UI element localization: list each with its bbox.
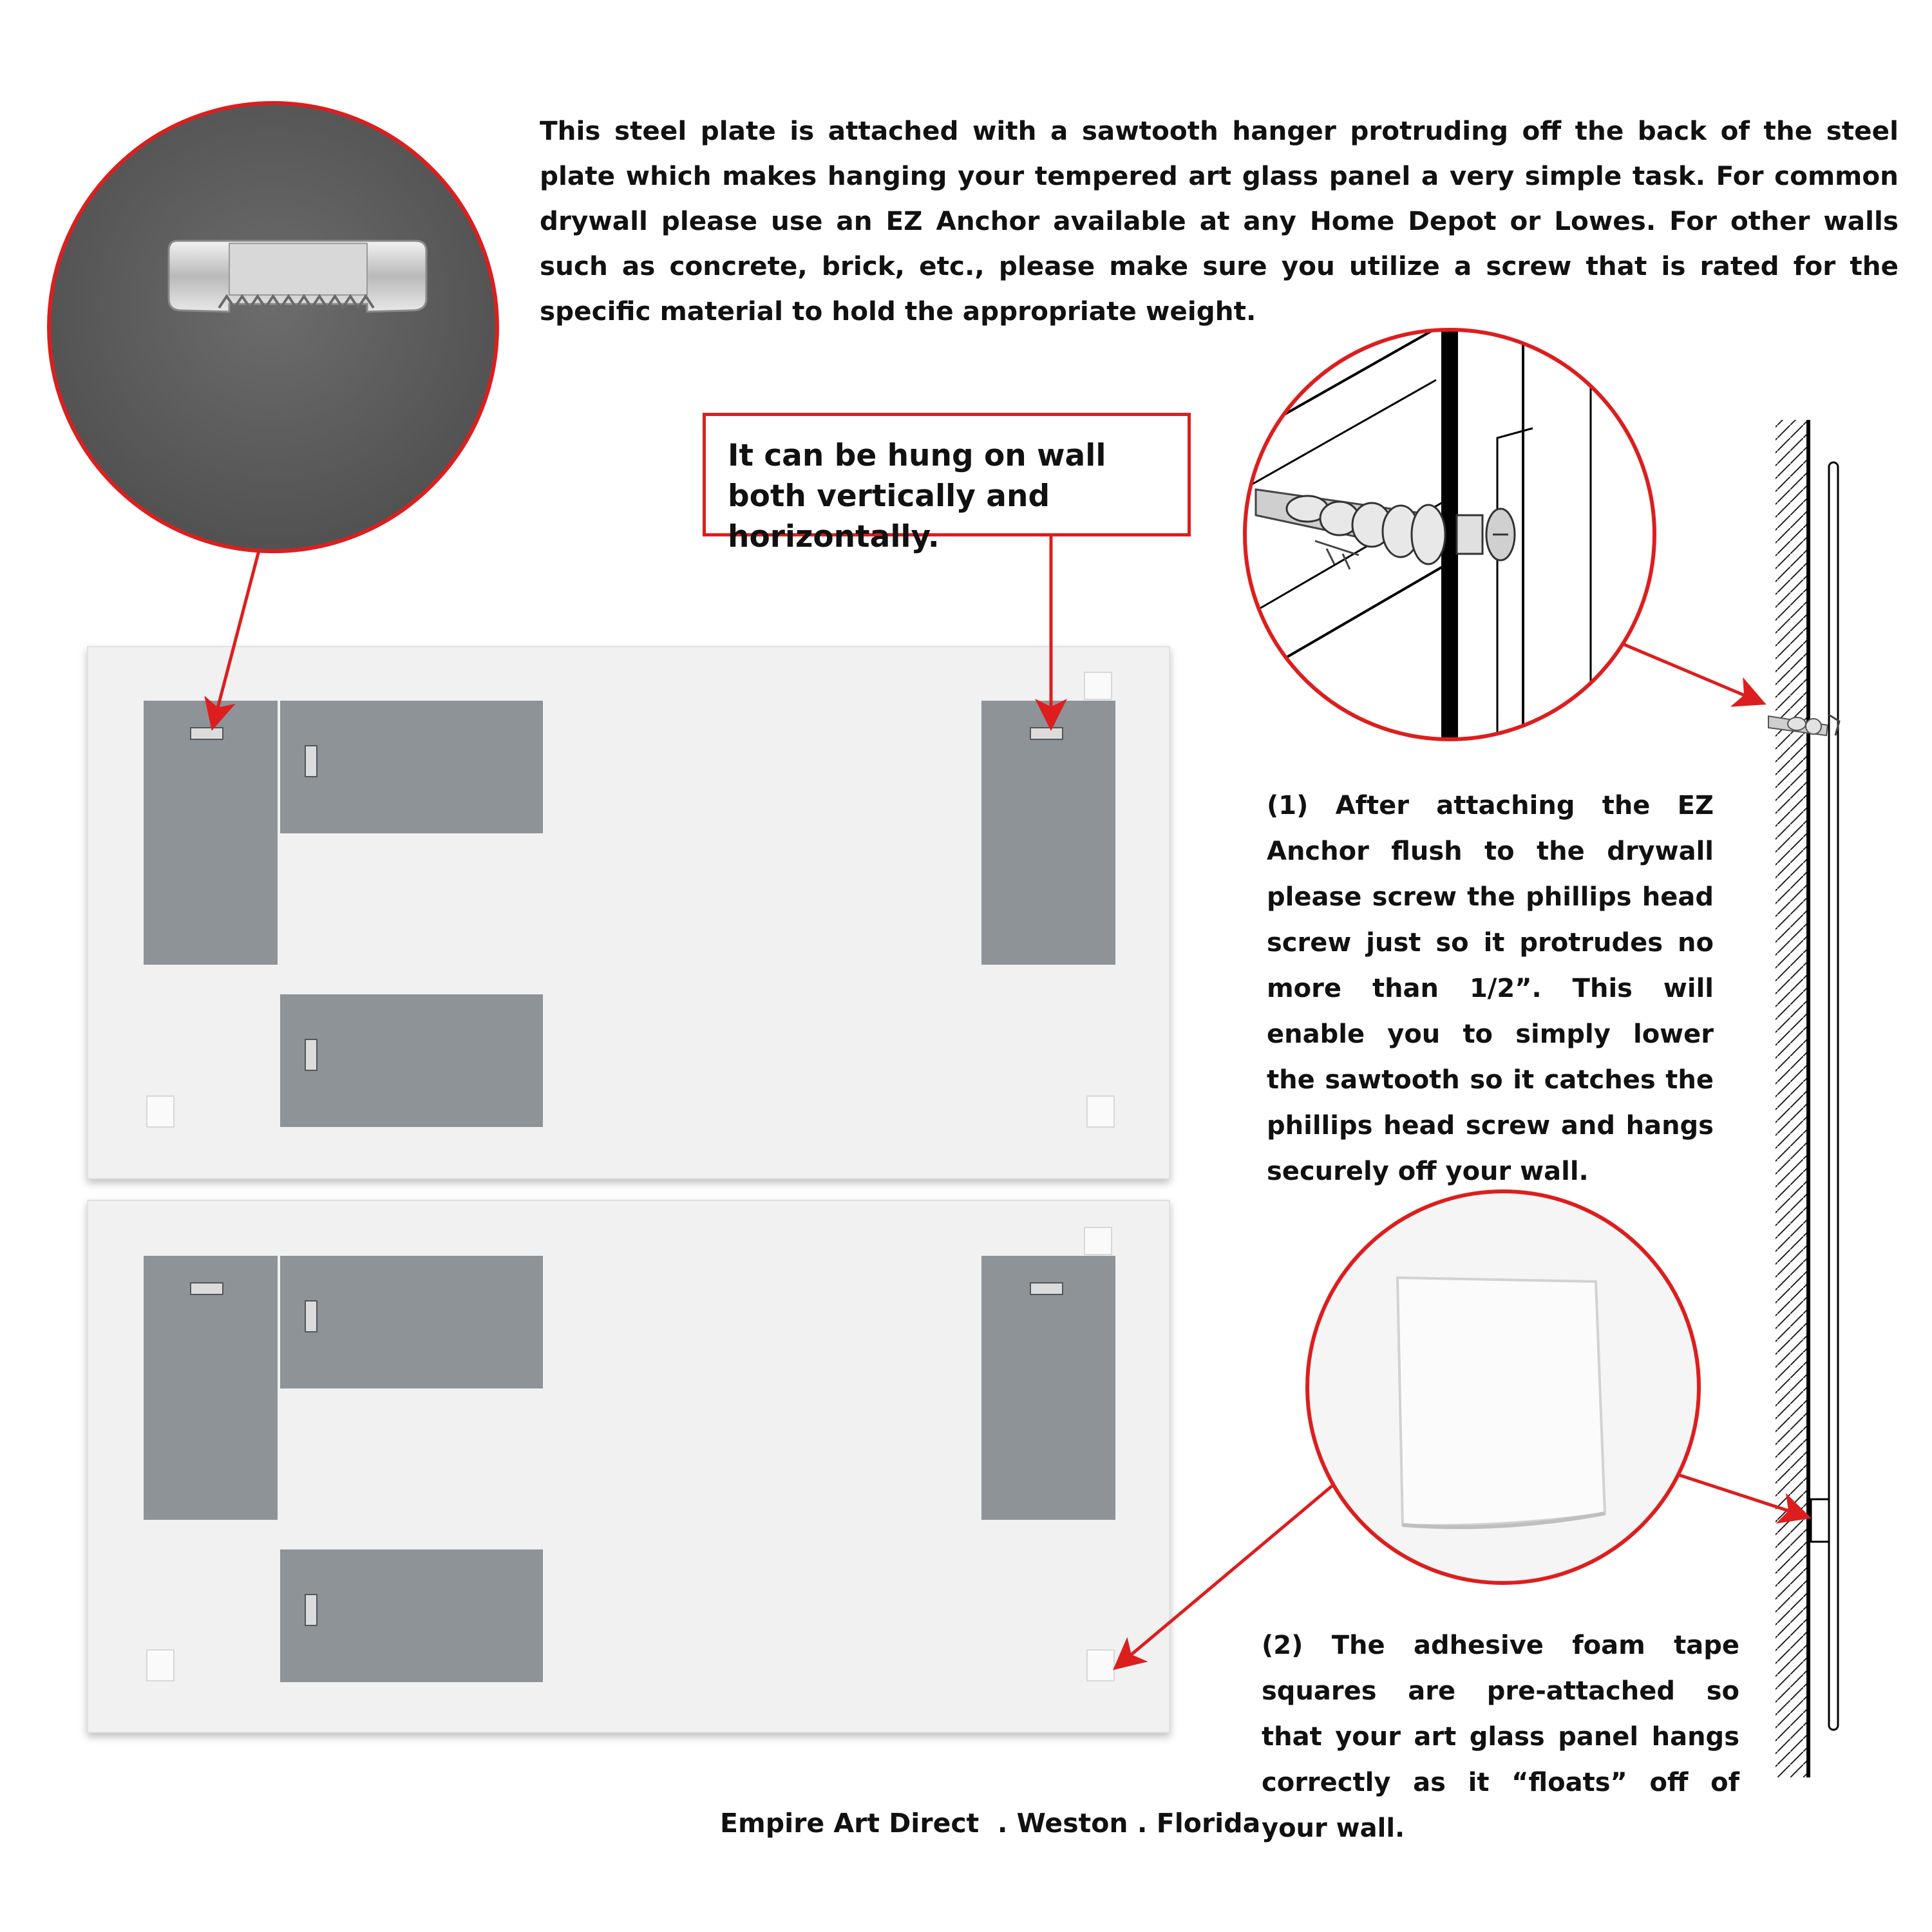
- steel-plate: [280, 1549, 543, 1682]
- steel-plate: [280, 994, 543, 1127]
- steel-plate: [144, 1256, 278, 1520]
- wall-cross-section: [1768, 420, 1839, 1777]
- footer-credit: Empire Art Direct . Weston . Florida: [720, 1808, 1261, 1839]
- foam-square-icon: [147, 1096, 174, 1127]
- arrow-anchor-to-wall: [1623, 644, 1763, 703]
- steel-plate: [280, 1256, 543, 1388]
- sawtooth-hanger-icon: [191, 1283, 223, 1294]
- sawtooth-hanger-icon: [305, 746, 317, 777]
- sawtooth-hanger-icon: [191, 728, 223, 739]
- steel-plate: [981, 701, 1115, 965]
- foam-closeup-circle: [1307, 1191, 1700, 1584]
- step-2-instructions: (2) The adhesive foam tape squares are pre-attached so that your art glass panel hangs correctly as it “floats” off of your wall.: [1262, 1631, 1739, 1843]
- intro-paragraph: This steel plate is attached with a sawtooth hanger protruding off the back of the steel plate which makes hanging your tempered art glass panel a very simple task. For common drywall please use an EZ Anchor available at any Home Depot or Lowes. For other walls such as concrete, brick, etc., please make sure you utilize a screw that is rated for the specific material to hold the appropriate weight.: [540, 115, 1899, 327]
- sawtooth-hanger-icon: [305, 1595, 317, 1625]
- orientation-callout-text: It can be hung on wall both vertically and horizontally.: [728, 438, 1106, 554]
- anchor-closeup-circle: [1243, 322, 1654, 747]
- sawtooth-hanger-icon: [1030, 1283, 1063, 1294]
- sawtooth-hanger-icon: [1030, 728, 1063, 739]
- hanger-closeup-circle: [49, 103, 497, 551]
- sawtooth-hanger-icon: [305, 1039, 317, 1070]
- sawtooth-hanger-icon: [169, 241, 426, 312]
- foam-square-icon: [1087, 1650, 1114, 1681]
- steel-plate: [280, 701, 543, 833]
- step-1-instructions: (1) After attaching the EZ Anchor flush to the drywall please screw the phillips head screw just so it protrudes no more than 1/2”. This will enable you to simply lower the sawtooth so it catches the phillips head screw and hangs securely off your wall.: [1267, 791, 1714, 1186]
- steel-plate: [144, 701, 278, 965]
- foam-side-view: [1811, 1499, 1829, 1542]
- steel-plate: [981, 1256, 1115, 1520]
- sawtooth-hanger-icon: [305, 1301, 317, 1332]
- foam-square-icon: [1397, 1278, 1605, 1527]
- glass-panel-side-view: [1829, 462, 1838, 1730]
- foam-square-icon: [1084, 672, 1112, 699]
- foam-square-icon: [147, 1650, 174, 1681]
- foam-square-icon: [1084, 1227, 1112, 1255]
- orientation-callout: [703, 413, 1191, 554]
- foam-square-icon: [1087, 1096, 1114, 1127]
